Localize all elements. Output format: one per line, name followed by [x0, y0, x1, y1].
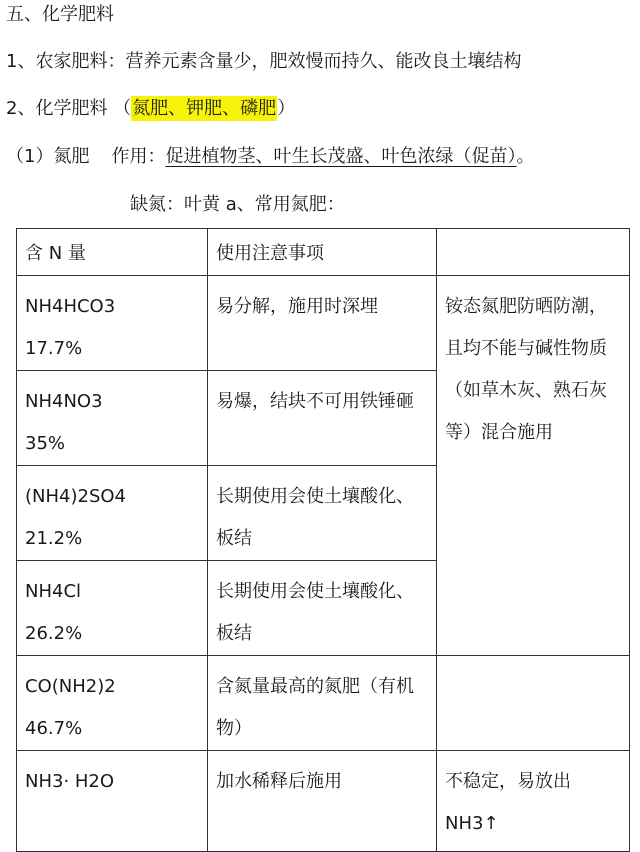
percent: 35% [25, 433, 66, 454]
note-cell: 加水稀释后施用 [208, 751, 437, 852]
empty-cell [437, 656, 630, 751]
formula-cell [17, 656, 208, 751]
item2-suffix: ） [277, 98, 296, 119]
nitrogen-label: （1）氮肥 [6, 146, 90, 167]
lack-nitrogen-line: 缺氮：叶黄 a、常用氮肥： [130, 194, 345, 215]
formula: (NH4)2SO4 [25, 486, 126, 507]
table-row [17, 656, 630, 751]
table-row [17, 276, 630, 371]
percent: 17.7% [25, 338, 83, 359]
nitrogen-fertilizer-line [6, 144, 534, 170]
header-n-content: 含 N 量 [17, 229, 208, 276]
table-row [17, 751, 630, 852]
note-cell: 长期使用会使土壤酸化、板结 [208, 561, 437, 656]
effect-text: 促进植物茎、叶生长茂盛、叶色浓绿（促苗） [165, 146, 517, 167]
section-heading: 五、化学肥料 [6, 4, 114, 25]
formula-cell [17, 466, 208, 561]
note-cell: 长期使用会使土壤酸化、板结 [208, 466, 437, 561]
formula: NH4Cl [25, 581, 82, 602]
header-empty [437, 229, 630, 276]
table-header-row [17, 229, 630, 276]
merged-note-cell: 铵态氮肥防晒防潮，且均不能与碱性物质（如草木灰、熟石灰等）混合施用 [437, 276, 630, 656]
formula-cell [17, 371, 208, 466]
formula: NH4NO3 [25, 391, 103, 412]
last-note-cell: 不稳定，易放出NH3↑ [437, 751, 630, 852]
item2-prefix: 2、化学肥料 （ [6, 98, 132, 119]
percent: 26.2% [25, 623, 83, 644]
note-cell: 易爆，结块不可用铁锤砸 [208, 371, 437, 466]
header-notes: 使用注意事项 [208, 229, 437, 276]
percent: 21.2% [25, 528, 83, 549]
formula-cell [17, 276, 208, 371]
formula-cell [17, 561, 208, 656]
formula: NH3· H2O [25, 771, 115, 792]
formula-cell [17, 751, 208, 852]
effect-prefix: 作用： [111, 146, 166, 167]
note-cell: 易分解，施用时深埋 [208, 276, 437, 371]
note-cell: 含氮量最高的氮肥（有机物） [208, 656, 437, 751]
highlighted-fertilizer-types: 氮肥、钾肥、磷肥 [132, 98, 277, 119]
effect-end: 。 [516, 146, 535, 167]
nitrogen-fertilizer-table [16, 228, 630, 852]
item-chemical-fertilizer [6, 96, 295, 122]
formula: NH4HCO3 [25, 296, 116, 317]
formula: CO(NH2)2 [25, 676, 116, 697]
item-farm-fertilizer: 1、农家肥料：营养元素含量少，肥效慢而持久、能改良土壤结构 [6, 51, 522, 72]
percent: 46.7% [25, 718, 83, 739]
